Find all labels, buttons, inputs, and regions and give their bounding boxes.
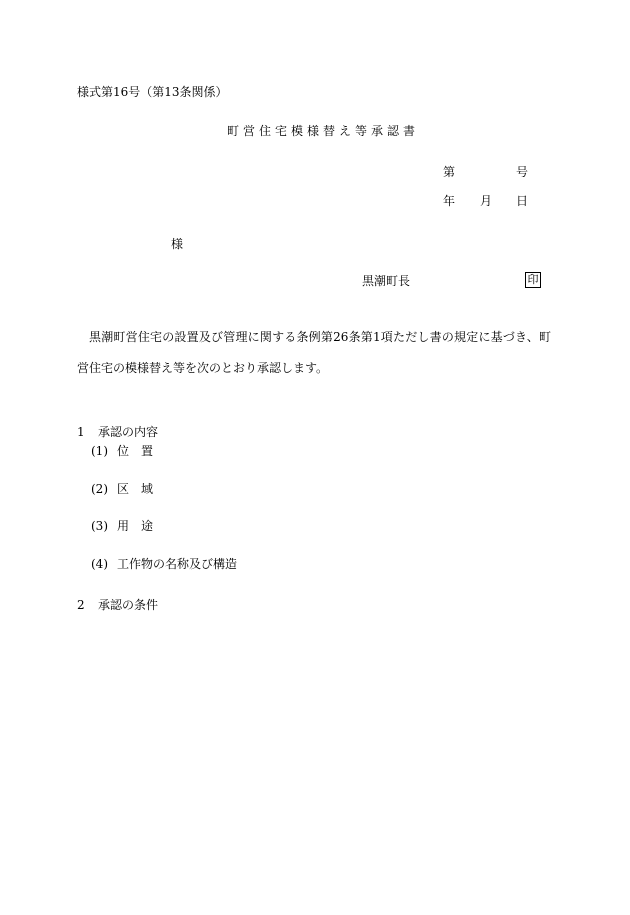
issuer-name: 黒潮町長 xyxy=(362,274,411,288)
section-1-item-1 xyxy=(91,443,153,459)
recipient-honorific: 様 xyxy=(171,237,184,251)
section-2-number: 2 xyxy=(77,598,85,612)
form-number: 様式第16号（第13条関係） xyxy=(77,85,228,99)
seal-mark: 印 xyxy=(525,272,541,288)
item-2-label: 区 域 xyxy=(117,482,154,496)
document-title: 町営住宅模様替え等承認書 xyxy=(226,124,419,138)
item-4-label: 工作物の名称及び構造 xyxy=(117,557,238,571)
item-1-label: 位 置 xyxy=(117,444,154,458)
date-day-label: 日 xyxy=(516,194,529,208)
document-number-label: 第 xyxy=(443,165,456,179)
section-2-heading xyxy=(77,597,158,613)
date-month-label: 月 xyxy=(480,194,493,208)
body-paragraph: 黒潮町営住宅の設置及び管理に関する条例第26条第1項ただし書の規定に基づき、町営住宅の模様替え等を次のとおり承認します。 xyxy=(77,330,551,375)
document-number-suffix: 号 xyxy=(516,165,529,179)
section-1-item-4 xyxy=(91,556,237,572)
section-1-item-3 xyxy=(91,518,153,534)
item-1-number: (1) xyxy=(91,444,108,458)
item-4-number: (4) xyxy=(91,557,108,571)
section-1-heading xyxy=(77,424,158,440)
section-1-title: 承認の内容 xyxy=(98,425,159,439)
item-2-number: (2) xyxy=(91,482,108,496)
date-year-label: 年 xyxy=(443,194,456,208)
section-2-title: 承認の条件 xyxy=(98,598,159,612)
section-1-item-2 xyxy=(91,481,153,497)
section-1-number: 1 xyxy=(77,425,85,439)
item-3-number: (3) xyxy=(91,519,108,533)
item-3-label: 用 途 xyxy=(117,519,154,533)
